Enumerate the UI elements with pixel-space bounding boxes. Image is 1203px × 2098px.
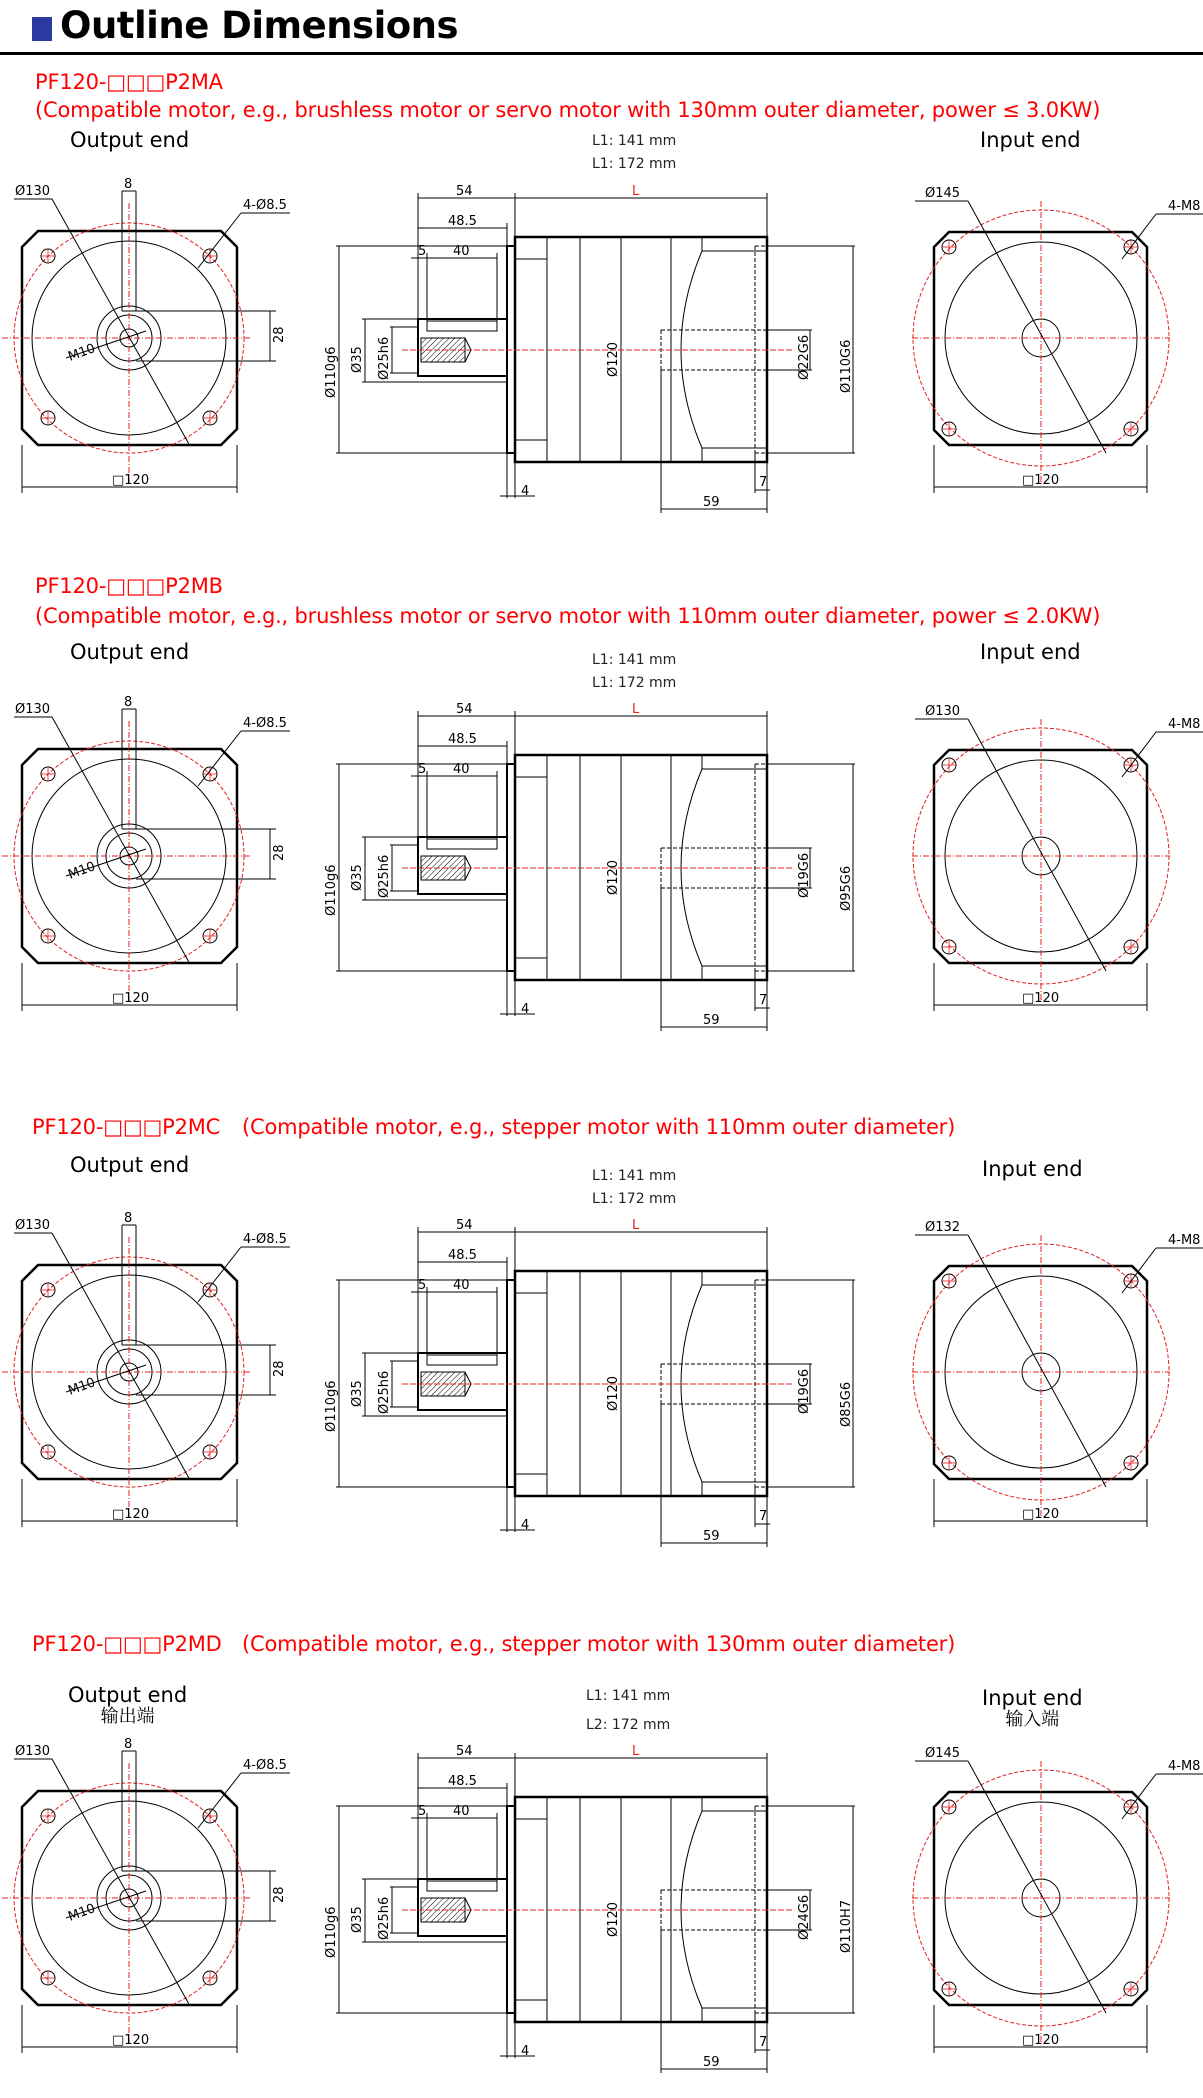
dim-shaft-shoulder: Ø35: [350, 346, 365, 373]
output-end-label: Output end: [70, 640, 190, 664]
dim-bore-depth: 59: [703, 1529, 720, 1544]
dim-shoulder: 48.5: [448, 1774, 477, 1789]
dim-lip: 7: [759, 993, 768, 1008]
dim-input-holes: 4-M8: [1168, 717, 1201, 732]
dim-shaft-shoulder: Ø35: [350, 1906, 365, 1933]
dim-output-square: □120: [112, 473, 150, 488]
dim-shaft-shoulder: Ø35: [350, 1380, 365, 1407]
section-model: PF120-□□□P2MD: [32, 1632, 222, 1656]
length-l1: L1: 141 mm: [592, 133, 677, 149]
dim-input-pilot: Ø110H7: [839, 1899, 854, 1953]
dim-input-pcd: Ø145: [925, 1746, 961, 1761]
dim-bore-depth: 59: [703, 495, 720, 510]
input-end-view: [912, 1761, 1203, 2053]
dim-output-holes: 4-Ø8.5: [243, 716, 287, 731]
side-view: [336, 1753, 855, 2073]
length-l2: L1: 172 mm: [592, 156, 677, 172]
dim-input-holes: 4-M8: [1168, 199, 1201, 214]
dim-key-length: 40: [453, 1804, 470, 1819]
dim-key-height: 28: [272, 1886, 287, 1903]
input-end-label: Input end: [982, 1157, 1083, 1181]
dim-thread: M10: [66, 1901, 98, 1925]
dim-key-length: 40: [453, 244, 470, 259]
output-end-view: [2, 1751, 290, 2053]
dim-lip: 7: [759, 2035, 768, 2050]
input-end-view: [912, 719, 1203, 1011]
dim-input-pcd: Ø130: [925, 704, 961, 719]
dim-key-width: 8: [124, 177, 133, 192]
dim-output-pcd: Ø130: [15, 1218, 51, 1233]
dim-input-pilot: Ø95G6: [839, 865, 854, 911]
input-end-view: [912, 1235, 1203, 1527]
dim-input-pilot: Ø85G6: [839, 1381, 854, 1427]
dim-shoulder: 48.5: [448, 214, 477, 229]
dim-output-square: □120: [112, 2033, 150, 2048]
dim-shoulder: 48.5: [448, 732, 477, 747]
dim-body: Ø120: [606, 1901, 621, 1937]
length-l1: L1: 141 mm: [592, 1168, 677, 1184]
dim-input-bore: Ø24G6: [797, 1894, 812, 1940]
dim-input-square: □120: [1022, 473, 1060, 488]
dim-thread: M10: [66, 1375, 98, 1399]
dim-key-width: 8: [124, 1737, 133, 1752]
section-subtitle: (Compatible motor, e.g., stepper motor with 130mm outer diameter): [242, 1632, 956, 1656]
dim-pilot: Ø110g6: [324, 346, 339, 398]
dim-flange: 4: [521, 1518, 530, 1533]
length-l2: L1: 172 mm: [592, 675, 677, 691]
length-l2: L1: 172 mm: [592, 1191, 677, 1207]
dim-shaft-length: 54: [456, 184, 473, 199]
section-model: PF120-□□□P2MA: [35, 70, 223, 94]
dim-body: Ø120: [606, 859, 621, 895]
dim-gap: 5: [418, 244, 427, 259]
dim-pilot: Ø110g6: [324, 1906, 339, 1958]
length-l1: L1: 141 mm: [592, 652, 677, 668]
dim-thread: M10: [66, 341, 98, 365]
dim-key-width: 8: [124, 1211, 133, 1226]
technical-drawing: [0, 695, 1203, 1051]
section-model: PF120-□□□P2MC: [32, 1115, 221, 1139]
input-end-view: [912, 201, 1203, 493]
section-subtitle: (Compatible motor, e.g., brushless motor or servo motor with 130mm outer diameter, power ≤ 3.0KW): [35, 98, 1101, 122]
technical-drawing: [0, 177, 1203, 533]
output-end-label: Output end: [70, 1153, 190, 1177]
side-view: [336, 193, 855, 513]
dim-flange: 4: [521, 1002, 530, 1017]
dim-input-square: □120: [1022, 2033, 1060, 2048]
dim-output-pcd: Ø130: [15, 702, 51, 717]
dim-output-square: □120: [112, 1507, 150, 1522]
input-end-label: Input end: [980, 128, 1081, 152]
output-end-view: [2, 709, 290, 1011]
dim-input-pcd: Ø132: [925, 1220, 961, 1235]
dim-gap: 5: [418, 1804, 427, 1819]
output-end-view: [2, 1225, 290, 1527]
dim-flange: 4: [521, 484, 530, 499]
dim-length-L: L: [632, 702, 640, 717]
length-l2: L2: 172 mm: [586, 1717, 671, 1733]
dim-shaft-shoulder: Ø35: [350, 864, 365, 891]
dim-input-bore: Ø19G6: [797, 852, 812, 898]
dim-body: Ø120: [606, 1375, 621, 1411]
dim-key-height: 28: [272, 844, 287, 861]
dim-thread: M10: [66, 859, 98, 883]
dim-shoulder: 48.5: [448, 1248, 477, 1263]
side-view: [336, 1227, 855, 1547]
dim-length-L: L: [632, 1218, 640, 1233]
dim-shaft-length: 54: [456, 1744, 473, 1759]
output-end-label: Output end: [70, 128, 190, 152]
output-end-view: [2, 191, 290, 493]
dim-lip: 7: [759, 1509, 768, 1524]
dim-length-L: L: [632, 1744, 640, 1759]
dim-length-L: L: [632, 184, 640, 199]
dim-input-pilot: Ø110G6: [839, 339, 854, 393]
dim-input-holes: 4-M8: [1168, 1233, 1201, 1248]
dim-shaft-length: 54: [456, 1218, 473, 1233]
dim-input-pcd: Ø145: [925, 186, 961, 201]
dim-key-width: 8: [124, 695, 133, 710]
dim-output-pcd: Ø130: [15, 1744, 51, 1759]
dim-output-holes: 4-Ø8.5: [243, 1758, 287, 1773]
dim-input-holes: 4-M8: [1168, 1759, 1201, 1774]
dim-shaft: Ø25h6: [377, 854, 392, 898]
section-subtitle: (Compatible motor, e.g., brushless motor or servo motor with 110mm outer diameter, power ≤ 2.0KW): [35, 604, 1101, 628]
dim-input-square: □120: [1022, 991, 1060, 1006]
dim-shaft: Ø25h6: [377, 1896, 392, 1940]
dim-gap: 5: [418, 762, 427, 777]
dim-shaft: Ø25h6: [377, 336, 392, 380]
input-end-label: Input end 输入端: [982, 1686, 1083, 1730]
technical-drawing: [0, 1737, 1203, 2093]
section-model: PF120-□□□P2MB: [35, 574, 223, 598]
dim-key-length: 40: [453, 1278, 470, 1293]
dim-lip: 7: [759, 475, 768, 490]
dim-output-square: □120: [112, 991, 150, 1006]
page-title: Outline Dimensions: [60, 4, 459, 47]
dim-pilot: Ø110g6: [324, 1380, 339, 1432]
dim-bore-depth: 59: [703, 2055, 720, 2070]
dim-pilot: Ø110g6: [324, 864, 339, 916]
dim-flange: 4: [521, 2044, 530, 2059]
dim-key-length: 40: [453, 762, 470, 777]
dim-shaft: Ø25h6: [377, 1370, 392, 1414]
dim-key-height: 28: [272, 326, 287, 343]
length-l1: L1: 141 mm: [586, 1688, 671, 1704]
section-subtitle: (Compatible motor, e.g., stepper motor with 110mm outer diameter): [242, 1115, 956, 1139]
header-divider: [0, 52, 1203, 55]
dim-input-square: □120: [1022, 1507, 1060, 1522]
dim-output-holes: 4-Ø8.5: [243, 1232, 287, 1247]
dim-bore-depth: 59: [703, 1013, 720, 1028]
header-accent-square: [32, 17, 52, 41]
technical-drawing: [0, 1211, 1203, 1567]
input-end-label: Input end: [980, 640, 1081, 664]
side-view: [336, 711, 855, 1031]
dim-output-pcd: Ø130: [15, 184, 51, 199]
dim-shaft-length: 54: [456, 702, 473, 717]
dim-key-height: 28: [272, 1360, 287, 1377]
dim-gap: 5: [418, 1278, 427, 1293]
output-end-label: Output end 输出端: [68, 1683, 188, 1727]
dim-output-holes: 4-Ø8.5: [243, 198, 287, 213]
dim-body: Ø120: [606, 341, 621, 377]
dim-input-bore: Ø19G6: [797, 1368, 812, 1414]
dim-input-bore: Ø22G6: [797, 334, 812, 380]
